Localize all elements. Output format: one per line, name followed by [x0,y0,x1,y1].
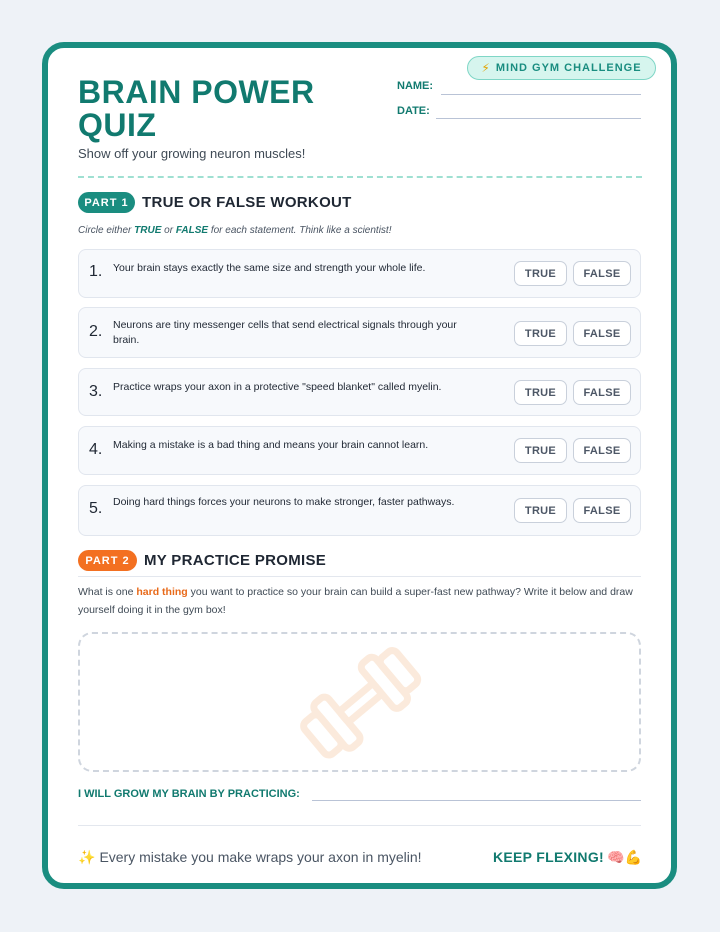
name-label: NAME: [397,80,434,92]
question-text: Making a mistake is a bad thing and means your brain cannot learn. [113,439,429,451]
true-button[interactable]: TRUE [514,438,567,463]
false-button[interactable]: FALSE [573,438,631,463]
part2-title: MY PRACTICE PROMISE [144,552,327,569]
mind-gym-badge [467,56,656,80]
brain-flex-icon: 🧠💪 [607,849,643,865]
lightning-icon: ⚡ [481,61,491,75]
question-row [78,249,641,298]
part2-divider [78,576,641,577]
part2-pill: PART 2 [78,550,137,571]
false-button[interactable]: FALSE [573,321,631,346]
part1-title: TRUE OR FALSE WORKOUT [142,194,352,211]
part1-instructions: Circle either TRUE or FALSE for each statement. Think like a scientist! [78,225,392,236]
question-row [78,368,641,416]
question-number: 3. [89,383,103,400]
footer-message: ✨ Every mistake you make wraps your axon in myelin! [78,849,422,865]
page-title: BRAIN POWER QUIZ [78,74,315,143]
name-field[interactable] [441,94,641,95]
question-number: 4. [89,441,103,458]
true-button[interactable]: TRUE [514,498,567,523]
footer-divider [78,825,641,826]
question-row [78,426,641,475]
part1-pill: PART 1 [78,192,135,213]
question-row [78,485,641,536]
false-button[interactable]: FALSE [573,498,631,523]
question-text: Doing hard things forces your neurons to make stronger, faster pathways. [113,496,455,508]
question-number: 2. [89,323,103,340]
footer-cheer: KEEP FLEXING! 🧠💪 [493,849,643,865]
true-button[interactable]: TRUE [514,321,567,346]
question-number: 1. [89,263,103,280]
question-number: 5. [89,500,103,517]
question-row [78,307,641,358]
badge-label: MIND GYM CHALLENGE [495,62,642,74]
question-text: Neurons are tiny messenger cells that send electrical signals through your brain. [113,319,457,346]
drawing-box[interactable] [78,632,641,772]
header-divider [78,176,642,178]
false-button[interactable]: FALSE [573,380,631,405]
date-field[interactable] [436,118,641,119]
page-subtitle: Show off your growing neuron muscles! [78,146,306,161]
sparkles-icon: ✨ [78,849,96,865]
question-text: Your brain stays exactly the same size and strength your whole life. [113,262,426,274]
question-text: Practice wraps your axon in a protective "speed blanket" called myelin. [113,381,442,393]
true-button[interactable]: TRUE [514,380,567,405]
practice-answer-field[interactable] [312,800,641,801]
date-label: DATE: [397,105,430,117]
true-button[interactable]: TRUE [514,261,567,286]
false-button[interactable]: FALSE [573,261,631,286]
part2-prompt: What is one hard thing you want to practice so your brain can build a super-fast new pathway? Write it below and draw yourself doing it in the gym box! [78,586,633,616]
dumbbell-icon [290,634,430,770]
grow-label: I WILL GROW MY BRAIN BY PRACTICING: [78,788,300,800]
